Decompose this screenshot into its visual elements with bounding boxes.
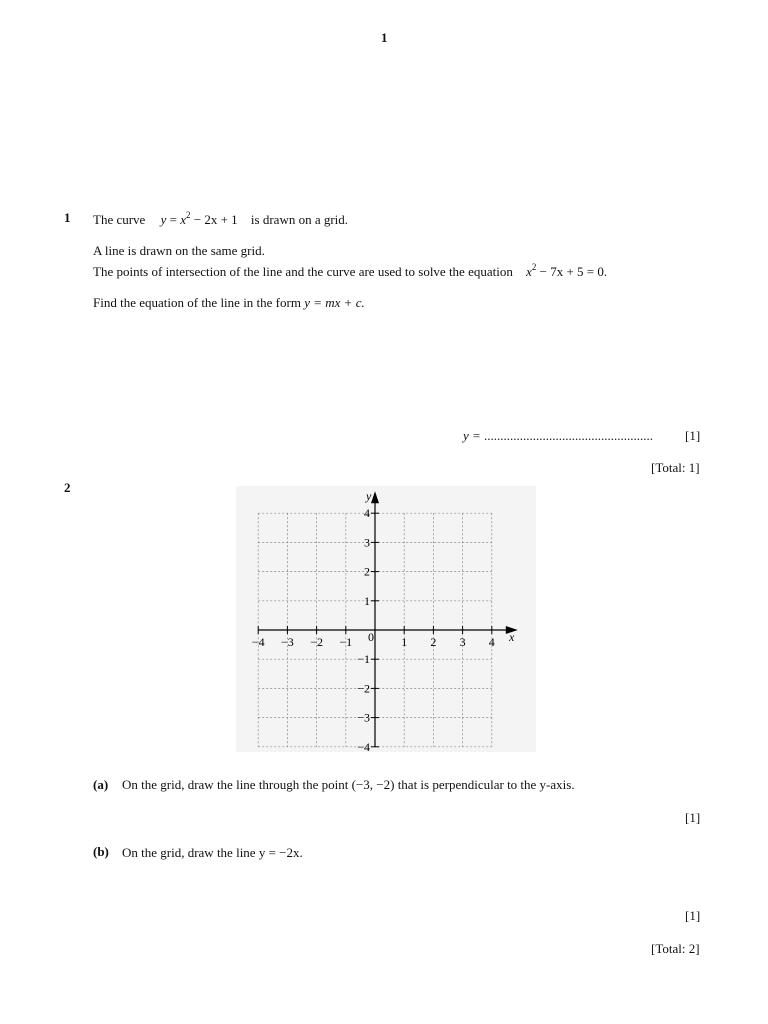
question-1-line2: A line is drawn on the same grid. <box>93 243 265 258</box>
eq-x: x <box>526 264 532 279</box>
question-2-number: 2 <box>64 480 71 495</box>
y-tick-label: −3 <box>357 710 370 725</box>
intro-prefix: The curve <box>93 212 146 227</box>
question-1-line3 <box>93 262 607 280</box>
part-a-marks: [1] <box>685 810 701 825</box>
x-tick-label: 1 <box>401 635 408 649</box>
eq-power: 2 <box>531 262 537 272</box>
x-tick-label: −1 <box>339 635 353 649</box>
x-tick-label: −2 <box>310 635 323 649</box>
y-tick-label: −4 <box>357 739 370 752</box>
question-2-total: [Total: 2] <box>651 941 700 956</box>
x-tick-label: 3 <box>459 635 466 649</box>
y-tick-label: −2 <box>357 681 370 696</box>
part-b-label: (b) <box>93 844 109 859</box>
x-tick-label: 2 <box>430 635 437 649</box>
curve-rest: − 2x + 1 <box>193 212 238 227</box>
curve-x: x <box>180 212 186 227</box>
question-1-number: 1 <box>64 210 71 225</box>
question-1-line4 <box>93 295 365 311</box>
question-1-intro <box>93 210 348 228</box>
page-number: 1 <box>381 30 388 45</box>
question-1-marks: [1] <box>685 428 701 443</box>
line-form: y = mx + c. <box>304 295 365 310</box>
x-tick-label: 4 <box>488 635 495 649</box>
curve-power: 2 <box>186 210 191 220</box>
question-1-total: [Total: 1] <box>651 460 700 475</box>
part-b-text: On the grid, draw the line y = −2x. <box>122 845 303 860</box>
curve-eq-sign: = <box>169 212 177 227</box>
question-1-answer-line[interactable] <box>463 428 653 444</box>
intro-suffix: is drawn on a grid. <box>250 212 349 227</box>
part-a-label: (a) <box>93 777 109 792</box>
y-tick-label: 1 <box>364 593 370 608</box>
curve-equation <box>161 212 241 227</box>
y-tick-label: 2 <box>364 564 370 579</box>
origin-label: 0 <box>368 630 374 644</box>
y-tick-label: −1 <box>357 652 370 667</box>
y-tick-label: 3 <box>364 535 370 550</box>
y-axis-label: y <box>366 489 372 503</box>
x-tick-label: −4 <box>251 635 265 649</box>
part-a-text: On the grid, draw the line through the point (−3, −2) that is perpendicular to the y-axis. <box>122 777 575 792</box>
grid-background <box>236 486 536 752</box>
part-b-marks: [1] <box>685 908 701 923</box>
x-axis-label: x <box>509 630 515 644</box>
eq-rest: − 7x + 5 = 0. <box>539 264 608 279</box>
line3-text: The points of intersection of the line and the curve are used to solve the equation <box>93 264 513 279</box>
curve-y: y <box>160 212 167 227</box>
x-tick-label: −3 <box>281 635 294 649</box>
y-tick-label: 4 <box>364 506 370 521</box>
coordinate-grid[interactable] <box>236 486 536 752</box>
answer-label: y = <box>463 428 481 443</box>
answer-dots[interactable]: .................................................... <box>484 428 654 443</box>
line4-text: Find the equation of the line in the form <box>93 295 301 310</box>
target-equation <box>526 264 607 279</box>
